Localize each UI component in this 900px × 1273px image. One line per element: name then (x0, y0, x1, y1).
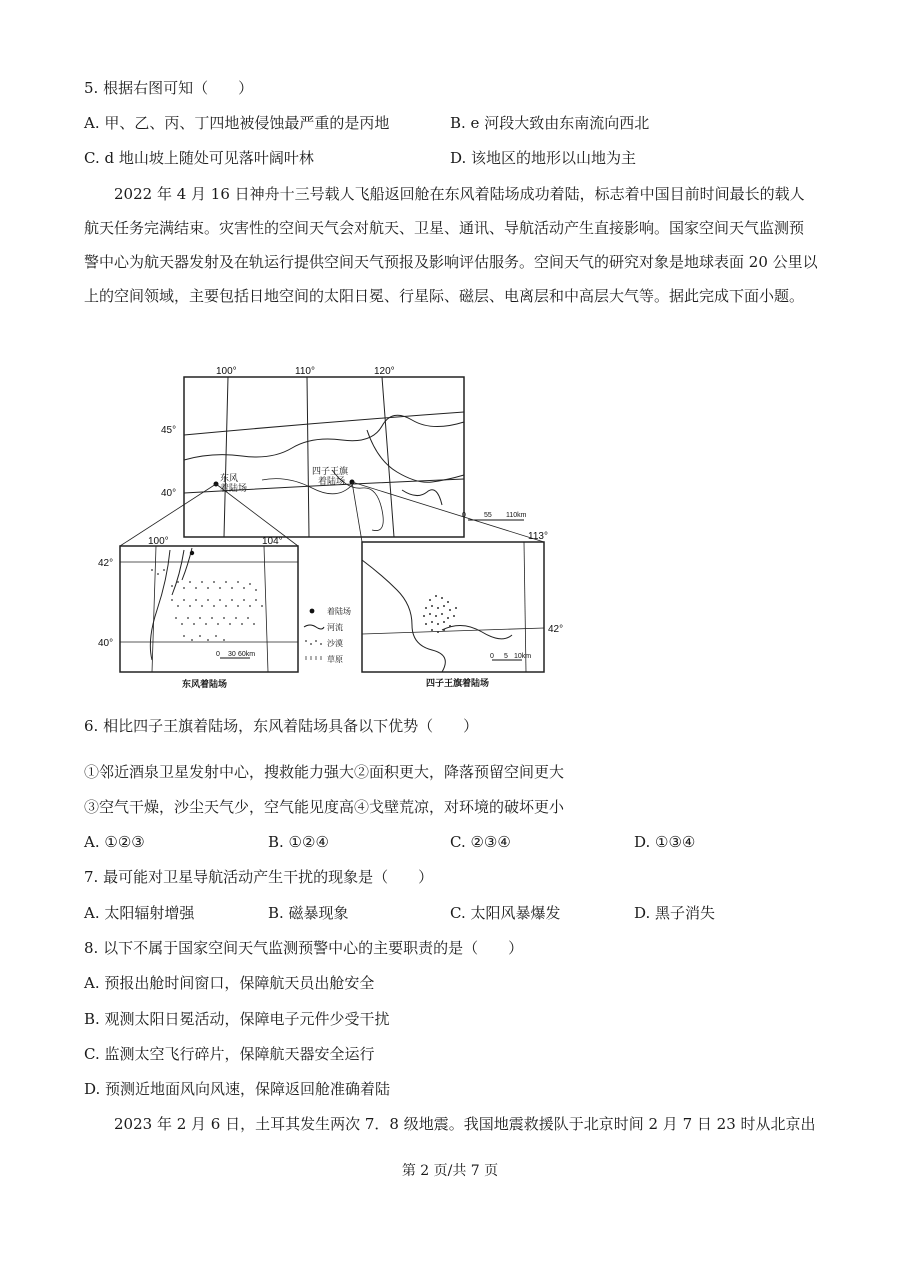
passage-turkey-earthquake: 2023 年 2 月 6 日，土耳其发生两次 7．8 级地震。我国地震救援队于北京时间 2 月 7 日 23 时从北京出 (114, 1115, 816, 1133)
q6-option-c: C. ②③④ (450, 833, 511, 851)
q6-stem: 6. 相比四子王旗着陆场，东风着陆场具备以下优势（ ） (84, 717, 479, 735)
q7-option-c: C. 太阳风暴爆发 (450, 904, 561, 922)
main-lat-45: 45° (161, 425, 177, 436)
right-scale-5: 5 (504, 653, 508, 660)
q6-option-a: A. ①②③ (84, 833, 145, 851)
right-scale-10: 10km (514, 653, 532, 660)
main-scale-0: 0 (462, 512, 466, 519)
landing-site-map (98, 360, 564, 692)
q7-option-d: D. 黑子消失 (634, 904, 716, 922)
left-scale-0: 0 (216, 651, 220, 658)
left-scale-30: 30 (228, 651, 236, 658)
left-inset-caption: 东风着陆场 (182, 679, 228, 689)
q5-option-c: C. d 地山坡上随处可见落叶阔叶林 (84, 149, 314, 167)
q6-statement-2: ③空气干燥，沙尘天气少，空气能见度高④戈壁荒凉，对环境的破坏更小 (84, 798, 565, 816)
right-scale-0: 0 (490, 653, 494, 660)
siziwang-label-2: 着陆场 (318, 476, 346, 486)
left-scale-60: 60km (238, 651, 256, 658)
dongfeng-label-2: 着陆场 (220, 483, 248, 493)
q8-option-b: B. 观测太阳日冕活动，保障电子元件少受干扰 (84, 1010, 390, 1028)
q7-option-b: B. 磁暴现象 (268, 904, 349, 922)
right-lon-113: 113° (528, 531, 548, 542)
right-inset-caption: 四子王旗着陆场 (426, 678, 490, 688)
q7-stem: 7. 最可能对卫星导航活动产生干扰的现象是（ ） (84, 868, 434, 886)
q7-option-a: A. 太阳辐射增强 (84, 904, 195, 922)
legend-landing-site: 着陆场 (327, 607, 351, 616)
main-lon-120: 120° (374, 366, 395, 377)
q6-option-b: B. ①②④ (268, 833, 329, 851)
left-lat-40: 40° (98, 638, 114, 649)
map-legend (304, 606, 351, 664)
main-scale-110: 110km (506, 512, 527, 519)
q6-statement-1: ①邻近酒泉卫星发射中心，搜救能力强大②面积更大，降落预留空间更大 (84, 763, 565, 781)
passage-shenzhou: 2022 年 4 月 16 日神舟十三号载人飞船返回舱在东风着陆场成功着陆，标志着中国目前时间最长的载人航天任务完满结束。灾害性的空间天气会对航天、卫星、通讯、导航活动产生直接影响。国家空间天气监测预警中心为航天器发射及在轨运行提供空间天气预报及影响评估服务。空间天气的研究对象是地球表面 20 公里以上的空间领域，主要包括日地空间的太阳日冕、行星际、磁层、电离层和中高层大气等。据此完成下面小题。 (84, 185, 818, 305)
dongfeng-label: 东风 (220, 473, 239, 483)
left-lat-42: 42° (98, 558, 114, 569)
q5-option-a: A. 甲、乙、丙、丁四地被侵蚀最严重的是丙地 (84, 114, 390, 132)
q8-option-a: A. 预报出舱时间窗口，保障航天员出舱安全 (84, 974, 375, 992)
q8-option-d: D. 预测近地面风向风速，保障返回舱准确着陆 (84, 1080, 391, 1098)
q6-option-d: D. ①③④ (634, 833, 696, 851)
q5-option-d: D. 该地区的地形以山地为主 (450, 149, 637, 167)
main-lon-100: 100° (216, 366, 237, 377)
left-lon-104: 104° (262, 536, 283, 547)
legend-desert: 沙漠 (327, 639, 343, 648)
q8-stem: 8. 以下不属于国家空间天气监测预警中心的主要职责的是（ ） (84, 939, 524, 957)
main-scale-55: 55 (484, 512, 492, 519)
main-lat-40: 40° (161, 488, 177, 499)
q8-option-c: C. 监测太空飞行碎片，保障航天器安全运行 (84, 1045, 375, 1063)
page-number: 第 2 页/共 7 页 (401, 1163, 499, 1179)
q5-stem: 5. 根据右图可知（ ） (84, 79, 254, 97)
main-lon-110: 110° (295, 366, 315, 377)
siziwang-label: 四子王旗 (312, 466, 349, 476)
q5-option-b: B. e 河段大致由东南流向西北 (450, 114, 650, 132)
legend-river: 河流 (327, 623, 343, 632)
legend-grassland: 草原 (327, 655, 343, 664)
right-lat-42: 42° (548, 624, 564, 635)
left-lon-100: 100° (148, 536, 169, 547)
